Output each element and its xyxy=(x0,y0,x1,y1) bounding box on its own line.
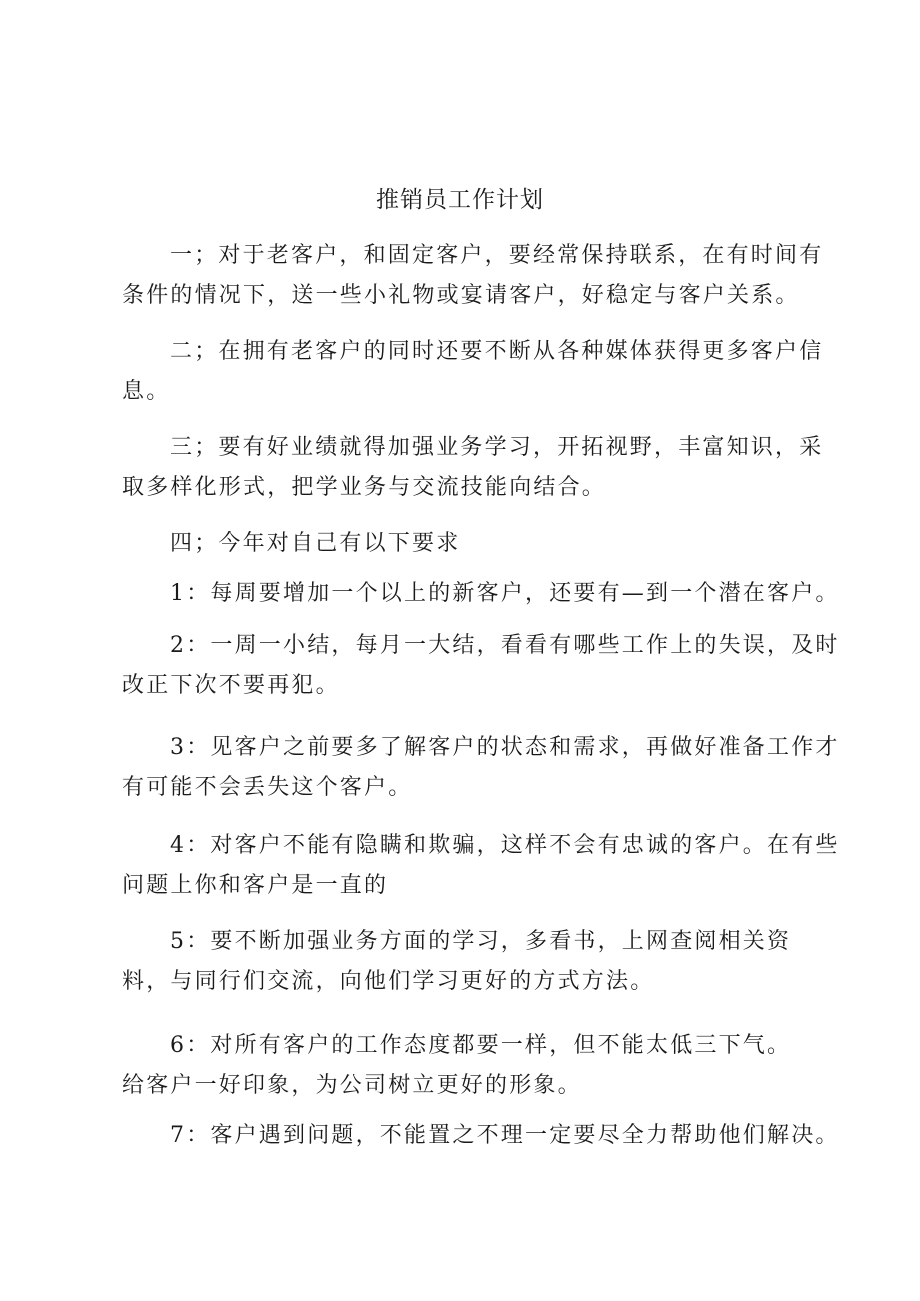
paragraph-line: 一；对于老客户，和固定客户，要经常保持联系，在有时间有 xyxy=(170,243,824,268)
paragraph-line: 问题上你和客户是一直的 xyxy=(122,873,389,898)
document-title: 推销员工作计划 xyxy=(376,187,544,213)
paragraph-6 xyxy=(122,626,840,706)
paragraph-4 xyxy=(122,524,812,564)
paragraph-line: 三；要有好业绩就得加强业务学习，开拓视野，丰富知识，采 xyxy=(170,435,824,460)
paragraph-line: 5：要不断加强业务方面的学习，多看书，上网查阅相关资 xyxy=(170,929,792,954)
paragraph-line: 1：每周要增加一个以上的新客户，还要有—到一个潜在客户。 xyxy=(170,581,840,606)
paragraph-10 xyxy=(122,1026,812,1106)
paragraph-1 xyxy=(122,236,824,316)
paragraph-line: 料，与同行们交流，向他们学习更好的方式方法。 xyxy=(122,969,655,994)
paragraph-11 xyxy=(122,1116,840,1156)
paragraph-9 xyxy=(122,922,812,1002)
paragraph-line: 给客户一好印象，为公司树立更好的形象。 xyxy=(122,1073,582,1098)
paragraph-line: 有可能不会丢失这个客户。 xyxy=(122,775,413,800)
paragraph-line: 3：见客户之前要多了解客户的状态和需求，再做好准备工作才 xyxy=(170,735,840,760)
paragraph-line: 改正下次不要再犯。 xyxy=(122,673,340,698)
paragraph-line: 四；今年对自己有以下要求 xyxy=(170,531,461,556)
paragraph-line: 7：客户遇到问题，不能置之不理一定要尽全力帮助他们解决。 xyxy=(170,1123,840,1148)
paragraph-line: 2：一周一小结，每月一大结，看看有哪些工作上的失误，及时 xyxy=(170,633,840,658)
paragraph-line: 条件的情况下，送一些小礼物或宴请客户，好稳定与客户关系。 xyxy=(122,283,800,308)
paragraph-2 xyxy=(122,332,824,412)
paragraph-7 xyxy=(122,728,840,808)
paragraph-line: 4：对客户不能有隐瞒和欺骗，这样不会有忠诚的客户。在有些 xyxy=(170,833,840,858)
paragraph-5 xyxy=(122,574,840,614)
paragraph-8 xyxy=(122,826,840,906)
paragraph-3 xyxy=(122,428,824,508)
paragraph-line: 二；在拥有老客户的同时还要不断从各种媒体获得更多客户信 xyxy=(170,339,824,364)
paragraph-line: 息。 xyxy=(122,379,171,404)
paragraph-line: 6：对所有客户的工作态度都要一样，但不能太低三下气。 xyxy=(170,1033,792,1058)
paragraph-line: 取多样化形式，把学业务与交流技能向结合。 xyxy=(122,475,607,500)
